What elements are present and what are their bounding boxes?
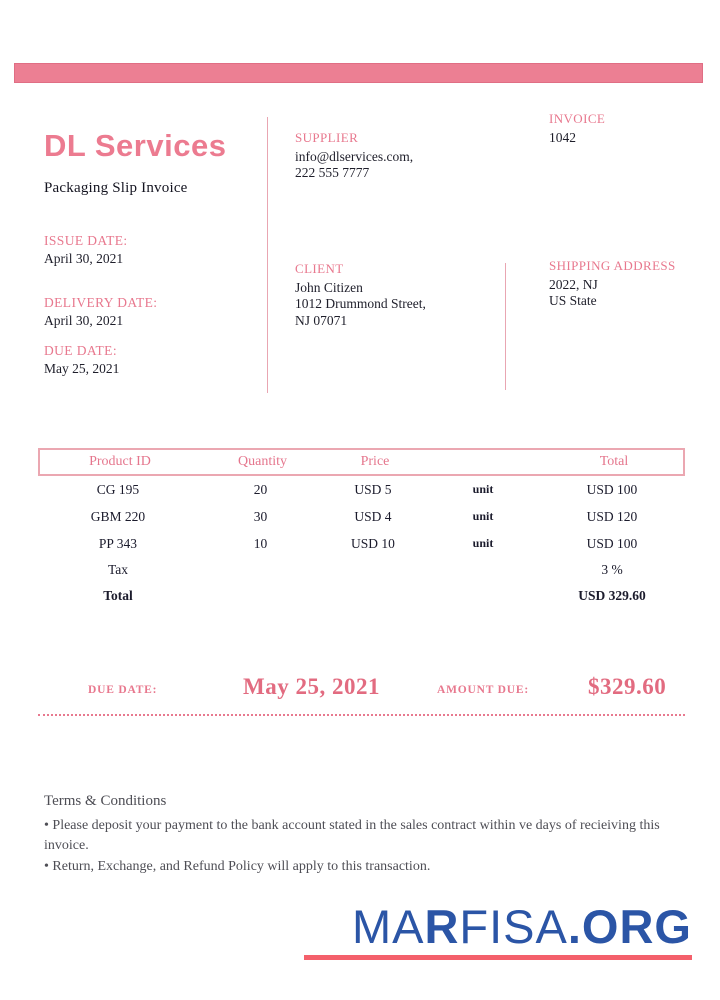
- logo-underline: [304, 955, 692, 960]
- cell-product-id: CG 195: [96, 481, 140, 497]
- cell-unit: unit: [472, 482, 494, 496]
- terms-item: • Please deposit your payment to the bank account stated in the sales contract within ve days of recieiving this invoice.: [44, 818, 660, 854]
- issue-date-value: April 30, 2021: [44, 251, 124, 266]
- cell-price: USD 5: [354, 481, 392, 497]
- cell-total: USD 120: [586, 508, 638, 524]
- issue-date-group: [44, 233, 157, 267]
- shipping-line1: 2022, NJ: [549, 276, 598, 292]
- col-header-total: Total: [599, 454, 629, 469]
- dates-block: [44, 233, 157, 391]
- delivery-date-label: DELIVERY DATE:: [44, 295, 158, 310]
- cell-quantity: 30: [253, 508, 268, 524]
- invoice-label: INVOICE: [549, 111, 606, 126]
- terms-title: Terms & Conditions: [44, 793, 167, 809]
- due-date-value: May 25, 2021: [44, 361, 120, 376]
- client-block: [295, 261, 426, 329]
- total-row: [38, 582, 685, 609]
- cell-product-id: PP 343: [98, 535, 138, 551]
- cell-product-id: GBM 220: [90, 508, 146, 524]
- cell-quantity: 10: [253, 535, 268, 551]
- shipping-address-label: SHIPPING ADDRESS: [549, 258, 676, 273]
- supplier-email: info@dlservices.com,: [295, 148, 414, 164]
- supplier-label: SUPPLIER: [295, 130, 359, 145]
- table-row: [38, 503, 685, 530]
- cell-total: USD 100: [586, 481, 638, 497]
- top-accent-bar: [14, 63, 703, 83]
- summary-due-date-label: DUE DATE:: [88, 684, 158, 696]
- client-label: CLIENT: [295, 261, 344, 276]
- header-vertical-divider: [267, 117, 268, 393]
- client-name: John Citizen: [295, 279, 363, 295]
- tax-value: 3 %: [601, 561, 623, 577]
- logo-text-segment: FISA: [459, 900, 568, 953]
- summary-amount-due-value: $329.60: [588, 674, 667, 699]
- tax-label: Tax: [107, 561, 129, 577]
- company-name: DL Services: [44, 128, 227, 163]
- delivery-date-group: [44, 295, 157, 329]
- logo-text-segment: MA: [351, 900, 425, 953]
- marfisa-logo: [302, 901, 692, 960]
- cell-price: USD 4: [354, 508, 392, 524]
- summary-due-date-value: May 25, 2021: [243, 674, 380, 699]
- supplier-phone: 222 555 7777: [295, 165, 370, 180]
- client-address-line1: 1012 Drummond Street,: [295, 296, 426, 311]
- logo-text-segment: R: [424, 900, 460, 953]
- cell-total: USD 100: [586, 535, 638, 551]
- cell-unit: unit: [472, 509, 494, 523]
- supplier-block: [295, 130, 413, 182]
- tax-row: [38, 557, 685, 582]
- due-date-group: [44, 343, 157, 377]
- client-address-line2: NJ 07071: [295, 312, 348, 328]
- document-type-title: Packaging Slip Invoice: [44, 180, 188, 196]
- issue-date-label: ISSUE DATE:: [44, 233, 128, 248]
- dotted-separator: [38, 714, 685, 716]
- invoice-number-block: [549, 111, 605, 146]
- terms-and-conditions: [44, 793, 666, 877]
- cell-price: USD 10: [351, 535, 395, 551]
- total-value: USD 329.60: [578, 587, 646, 603]
- terms-item: • Return, Exchange, and Refund Policy will apply to this transaction.: [44, 858, 431, 874]
- col-header-quantity: Quantity: [238, 454, 287, 469]
- payment-summary: [0, 672, 720, 708]
- col-header-price: Price: [360, 454, 390, 469]
- logo-text-segment: .ORG: [567, 900, 692, 953]
- invoice-number: 1042: [549, 129, 576, 145]
- table-header-row: [38, 448, 685, 476]
- shipping-address-block: [549, 258, 676, 310]
- due-date-label: DUE DATE:: [44, 343, 117, 358]
- col-header-product-id: Product ID: [89, 454, 151, 469]
- table-row: [38, 476, 685, 503]
- cell-unit: unit: [472, 536, 494, 550]
- line-items-table: [38, 448, 685, 609]
- total-label: Total: [103, 587, 133, 603]
- summary-amount-due-label: AMOUNT DUE:: [437, 684, 529, 696]
- delivery-date-value: April 30, 2021: [44, 313, 124, 328]
- cell-quantity: 20: [253, 481, 268, 497]
- shipping-line2: US State: [549, 293, 597, 308]
- client-shipping-divider: [505, 263, 506, 390]
- table-row: [38, 530, 685, 557]
